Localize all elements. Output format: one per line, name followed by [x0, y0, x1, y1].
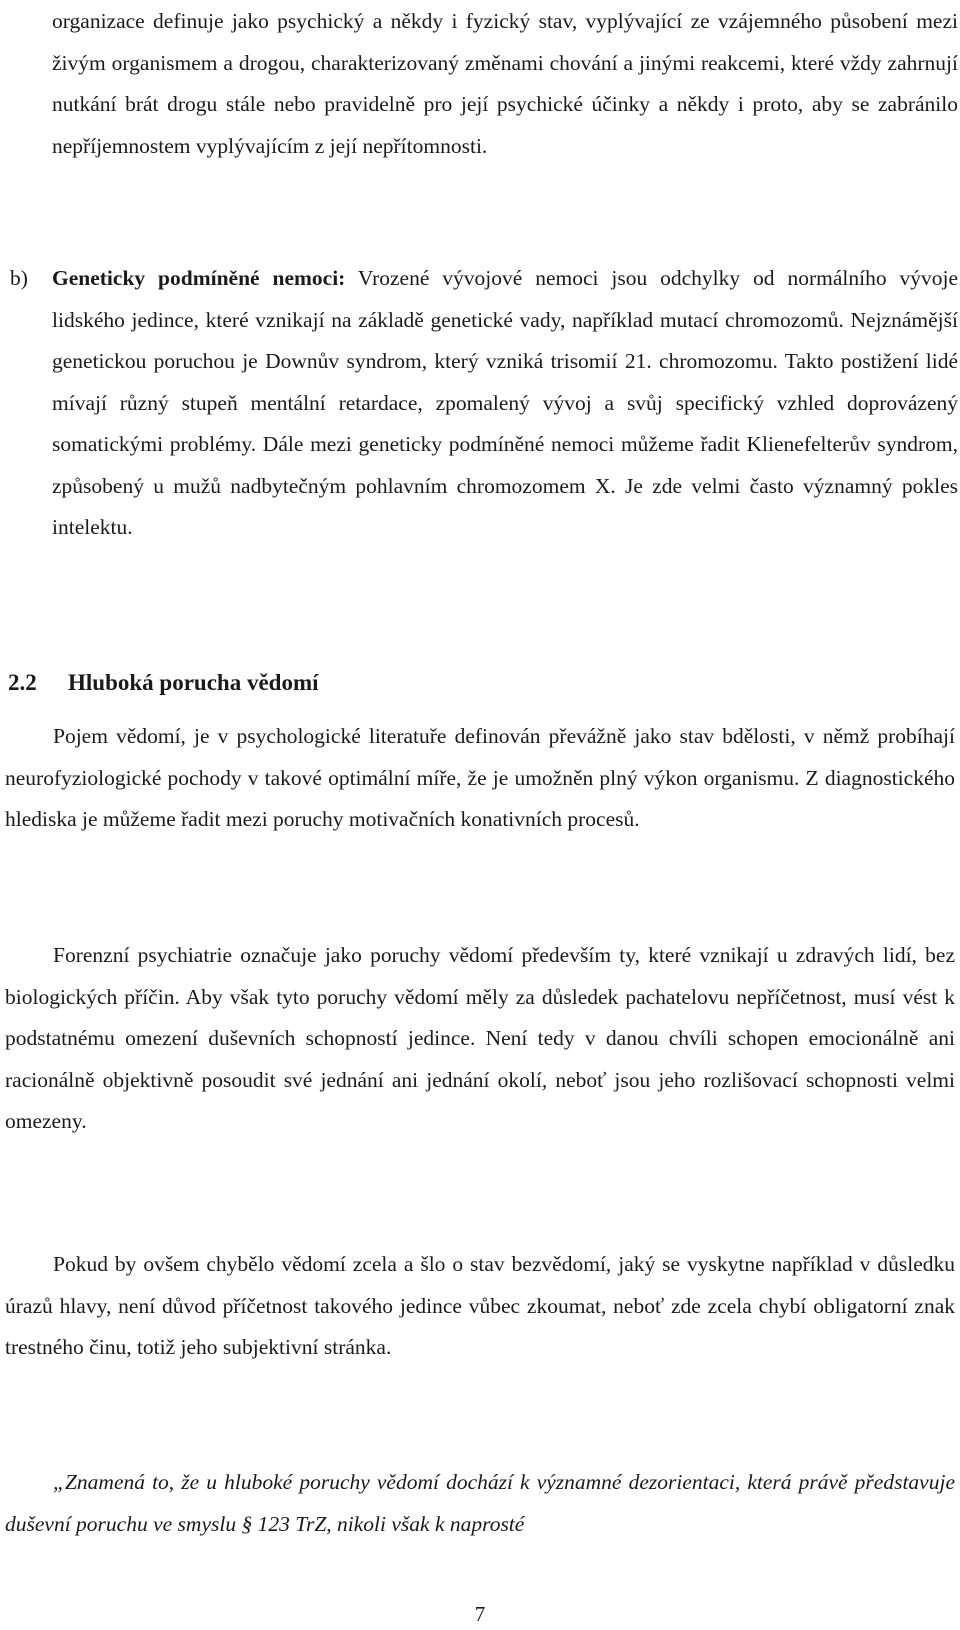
- paragraph-consciousness-definition: Pojem vědomí, je v psychologické literatuře definován převážně jako stav bdělosti, v němž probíhají neurofyziologické pochody v takové optimální míře, že je umožněn plný výkon organismu. Z diagnostického hlediska je můžeme řadit mezi poruchy motivačních konativních procesů.: [5, 724, 955, 831]
- quotation-paragraph: „Znamená to, že u hluboké poruchy vědomí dochází k významné dezorientaci, která právě představuje duševní poruchu ve smyslu § 123 TrZ, nikoli však k naprosté: [5, 1470, 955, 1536]
- section-title: Hluboká porucha vědomí: [68, 670, 319, 695]
- list-item-term: Geneticky podmíněné nemoci:: [52, 266, 346, 290]
- section-heading: [8, 668, 319, 698]
- paragraph-continuation: organizace definuje jako psychický a někdy i fyzický stav, vyplývající ze vzájemného působení mezi živým organismem a drogou, charakterizovaný změnami chování a jinými reakcemi, které vždy zahrnují nutkání brát drogu stále nebo pravidelně pro její psychické účinky a někdy i proto, aby se zabránilo nepříjemnostem vyplývajícím z její nepřítomnosti.: [52, 9, 958, 158]
- page-number: 7: [474, 1602, 486, 1626]
- paragraph-forensic-psychiatry: Forenzní psychiatrie označuje jako poruchy vědomí především ty, které vznikají u zdravých lidí, bez biologických příčin. Aby však tyto poruchy vědomí měly za důsledek pachatelovu nepříčetnost, musí vést k podstatnému omezení duševních schopností jedince. Není tedy v danou chvíli schopen emocionálně ani racionálně objektivně posoudit své jednání ani jednání okolí, neboť jsou jeho rozlišovací schopnosti velmi omezeny.: [5, 943, 955, 1133]
- paragraph-unconsciousness: Pokud by ovšem chybělo vědomí zcela a šlo o stav bezvědomí, jaký se vyskytne například v důsledku úrazů hlavy, není důvod příčetnost takového jedince vůbec zkoumat, neboť zde zcela chybí obligatorní znak trestného činu, totiž jeho subjektivní stránka.: [5, 1252, 955, 1359]
- list-item-text: [52, 258, 958, 549]
- list-item-body: Vrozené vývojové nemoci jsou odchylky od normálního vývoje lidského jedince, které vznikají na základě genetické vady, například mutací chromozomů. Nejznámější genetickou poruchou je Downův syndrom, který vzniká trisomií 21. chromozomu. Takto postižení lidé mívají různý stupeň mentální retardace, zpomalený vývoj a svůj specifický vzhled doprovázený somatickými problémy. Dále mezi geneticky podmíněné nemoci můžeme řadit Klienefelterův syndrom, způsobený u mužů nadbytečným pohlavním chromozomem X. Je zde velmi často významný pokles intelektu.: [52, 266, 958, 539]
- section-number: 2.2: [8, 670, 37, 695]
- list-marker: b): [10, 266, 28, 290]
- list-item-b: [10, 258, 958, 549]
